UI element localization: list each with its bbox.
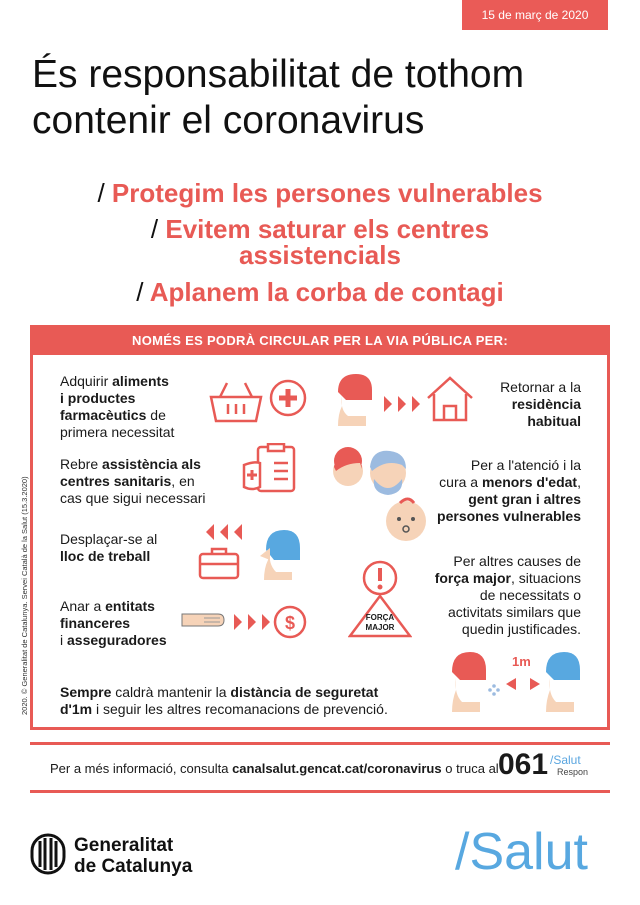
item-food-text: Adquirir aliments i productes farmacèutics de primera necessitat (60, 373, 175, 440)
item-work-text: Desplaçar-se al lloc de treball (60, 531, 158, 564)
generalitat-name: Generalitat de Catalunya (74, 835, 193, 877)
salut-small-logo: /Salut (550, 753, 581, 767)
date-tag (462, 0, 608, 30)
title-line-1: És responsabilitat de tothom (32, 53, 525, 96)
distance-text: Sempre caldrà mantenir la distància de seguretat d'1m i seguir les altres recomanacions de prevenció. (60, 684, 388, 717)
return-home-icon (330, 370, 475, 430)
footer-top-rule (30, 742, 610, 745)
slogan-1: / Protegim les persones vulnerables (97, 178, 543, 208)
force-majeure-sign-icon (348, 560, 412, 638)
distance-label: 1m (512, 654, 531, 669)
commute-work-icon (196, 520, 306, 582)
payment-icon (180, 600, 310, 644)
item-force-text: Per altres causes de força major, situacions de necessitats o activitats similars que quedin justificades. (434, 553, 581, 637)
panel-header: NOMÉS ES PODRÀ CIRCULAR PER LA VIA PÚBLICA PER: (30, 325, 610, 355)
medical-report-icon (242, 443, 302, 498)
generalitat-logo-icon (30, 833, 66, 875)
footer-link[interactable]: canalsalut.gencat.cat/coronavirus (232, 761, 442, 776)
item-care-text: Per a l'atenció i la cura a menors d'edat, gent gran i altres persones vulnerables (437, 457, 581, 524)
shopping-basket-icon (205, 375, 315, 425)
footer-info-text: Per a més informació, consulta canalsalut.gencat.cat/coronavirus o truca al (50, 761, 499, 776)
salut-logo: /Salut (455, 823, 588, 881)
respon-label: Respon (557, 767, 589, 777)
item-home-text: Retornar a la residència habitual (500, 379, 581, 429)
slogan-2b: assistencials (239, 240, 401, 270)
vertical-credit: 2020. © Generalitat de Catalunya. Servei Català de la Salut (15.3.2020) (20, 476, 29, 715)
force-sign-line1: FORÇA (365, 613, 395, 622)
vulnerable-people-icon (326, 445, 426, 545)
safe-distance-icon (446, 648, 586, 716)
slogan-2: / Evitem saturar els centres (150, 214, 490, 244)
item-health-text: Rebre assistència als centres sanitaris, en cas que sigui necessari (60, 456, 206, 506)
page-title (32, 52, 622, 144)
svg-text:$: $ (284, 613, 296, 633)
date-text: 15 de març de 2020 (481, 8, 589, 22)
title-line-2: contenir el coronavirus (32, 99, 425, 142)
item-finance-text: Anar a entitats financeres i asseguradores (60, 598, 167, 648)
slogan-3: / Aplanem la corba de contagi (136, 277, 504, 307)
footer-bottom-rule (30, 790, 610, 793)
force-sign-line2: MAJOR (365, 623, 395, 632)
phone-number[interactable]: 061 (498, 748, 549, 781)
